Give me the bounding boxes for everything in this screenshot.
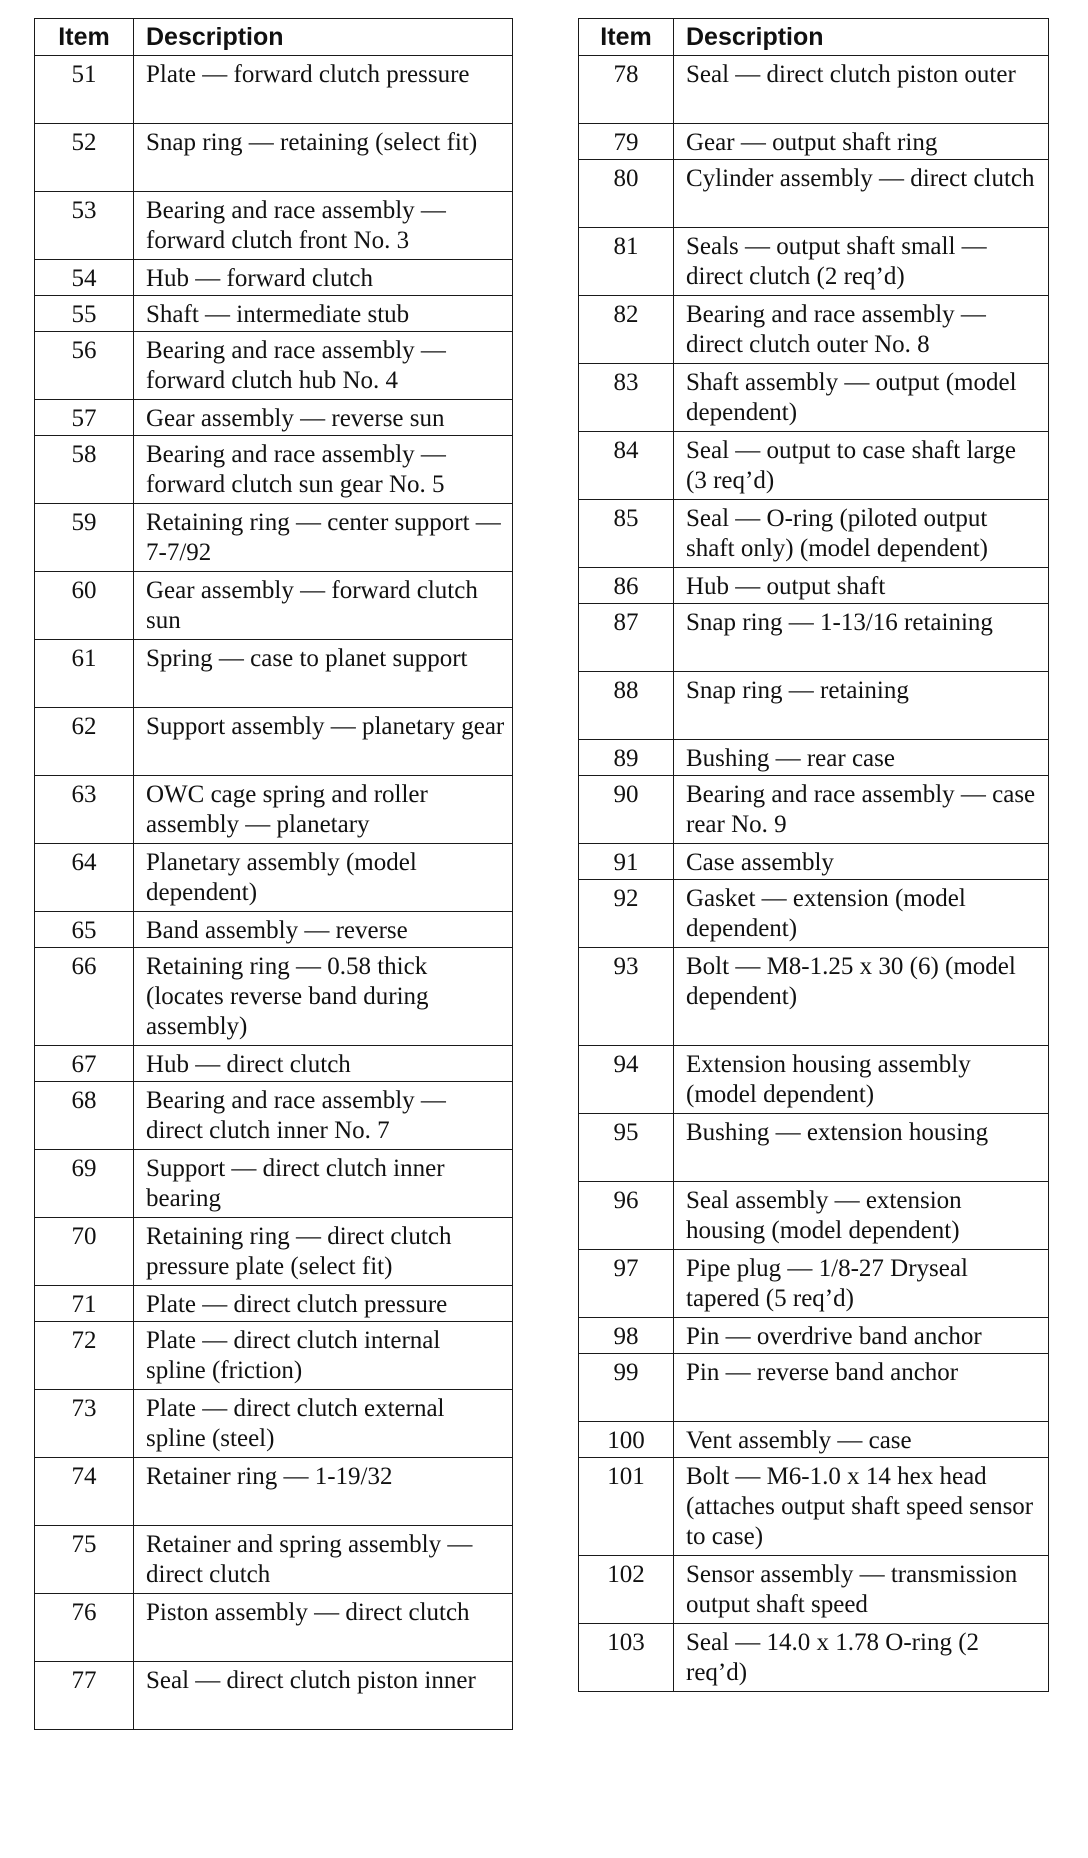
table-row [35,1526,513,1594]
table-row [579,296,1049,364]
table-row [579,1458,1049,1556]
item-number: 94 [579,1046,674,1114]
item-number: 67 [35,1046,134,1082]
item-description: Bearing and race assembly — direct clutch inner No. 7 [134,1082,513,1150]
item-number: 70 [35,1218,134,1286]
table-row [35,1082,513,1150]
item-number: 92 [579,880,674,948]
item-description: Gear assembly — reverse sun [134,400,513,436]
item-number: 96 [579,1182,674,1250]
item-number: 103 [579,1624,674,1692]
item-description: Bearing and race assembly — direct clutch outer No. 8 [674,296,1049,364]
item-number: 58 [35,436,134,504]
item-number: 78 [579,56,674,124]
table-row [579,1624,1049,1692]
item-description: Pin — overdrive band anchor [674,1318,1049,1354]
item-number: 69 [35,1150,134,1218]
column-header-description: Description [134,19,513,56]
item-description: Band assembly — reverse [134,912,513,948]
table-header-row [579,19,1049,56]
table-row [579,1114,1049,1182]
item-number: 101 [579,1458,674,1556]
item-description: Bushing — rear case [674,740,1049,776]
item-description: Seal — O-ring (piloted output shaft only) (model dependent) [674,500,1049,568]
table-row [35,1218,513,1286]
item-description: Bearing and race assembly — forward clutch hub No. 4 [134,332,513,400]
item-description: Shaft — intermediate stub [134,296,513,332]
table-row [35,1458,513,1526]
table-row [579,432,1049,500]
table-row [579,1046,1049,1114]
item-description: Pin — reverse band anchor [674,1354,1049,1422]
item-description: Pipe plug — 1/8-27 Dryseal tapered (5 req’d) [674,1250,1049,1318]
table-header-row [35,19,513,56]
table-row [579,124,1049,160]
item-description: Support — direct clutch inner bearing [134,1150,513,1218]
table-row [35,1046,513,1082]
item-number: 90 [579,776,674,844]
table-row [35,640,513,708]
item-number: 91 [579,844,674,880]
item-description: Sensor assembly — transmission output shaft speed [674,1556,1049,1624]
table-row [35,400,513,436]
item-number: 53 [35,192,134,260]
table-row [35,1390,513,1458]
item-description: Retainer ring — 1-19/32 [134,1458,513,1526]
item-description: OWC cage spring and roller assembly — planetary [134,776,513,844]
item-number: 82 [579,296,674,364]
item-description: Hub — output shaft [674,568,1049,604]
item-number: 63 [35,776,134,844]
table-row [35,1286,513,1322]
item-number: 80 [579,160,674,228]
item-number: 61 [35,640,134,708]
item-number: 60 [35,572,134,640]
table-row [35,708,513,776]
table-row [579,1354,1049,1422]
item-number: 86 [579,568,674,604]
item-description: Seal — direct clutch piston outer [674,56,1049,124]
table-row [579,228,1049,296]
item-number: 85 [579,500,674,568]
item-number: 95 [579,1114,674,1182]
item-description: Retaining ring — center support — 7-7/92 [134,504,513,572]
item-description: Seal — output to case shaft large (3 req’d) [674,432,1049,500]
table-row [579,1422,1049,1458]
table-row [579,568,1049,604]
item-description: Snap ring — retaining (select fit) [134,124,513,192]
item-number: 66 [35,948,134,1046]
item-number: 71 [35,1286,134,1322]
item-description: Seal — direct clutch piston inner [134,1662,513,1730]
item-description: Hub — direct clutch [134,1046,513,1082]
table-row [35,948,513,1046]
table-row [35,192,513,260]
item-number: 79 [579,124,674,160]
table-row [35,1150,513,1218]
item-description: Bearing and race assembly — forward clutch sun gear No. 5 [134,436,513,504]
table-row [579,1182,1049,1250]
item-number: 87 [579,604,674,672]
parts-table-right [578,18,1049,1692]
item-number: 62 [35,708,134,776]
item-description: Spring — case to planet support [134,640,513,708]
item-description: Retaining ring — 0.58 thick (locates reverse band during assembly) [134,948,513,1046]
table-row [35,912,513,948]
table-row [579,160,1049,228]
item-number: 51 [35,56,134,124]
item-number: 75 [35,1526,134,1594]
item-description: Case assembly [674,844,1049,880]
item-number: 54 [35,260,134,296]
item-description: Planetary assembly (model dependent) [134,844,513,912]
table-row [35,1322,513,1390]
item-number: 77 [35,1662,134,1730]
item-number: 73 [35,1390,134,1458]
table-row [35,436,513,504]
item-description: Bearing and race assembly — case rear No. 9 [674,776,1049,844]
table-row [579,1250,1049,1318]
item-description: Seal assembly — extension housing (model dependent) [674,1182,1049,1250]
item-description: Hub — forward clutch [134,260,513,296]
table-row [579,1318,1049,1354]
item-number: 98 [579,1318,674,1354]
item-description: Seal — 14.0 x 1.78 O-ring (2 req’d) [674,1624,1049,1692]
item-description: Support assembly — planetary gear [134,708,513,776]
item-description: Seals — output shaft small — direct clutch (2 req’d) [674,228,1049,296]
item-description: Gear — output shaft ring [674,124,1049,160]
item-description: Plate — direct clutch pressure [134,1286,513,1322]
table-row [35,1594,513,1662]
table-row [579,364,1049,432]
item-number: 100 [579,1422,674,1458]
item-description: Retainer and spring assembly — direct clutch [134,1526,513,1594]
item-number: 56 [35,332,134,400]
table-row [579,56,1049,124]
table-row [579,844,1049,880]
item-description: Piston assembly — direct clutch [134,1594,513,1662]
item-number: 93 [579,948,674,1046]
item-number: 81 [579,228,674,296]
parts-table-left [34,18,513,1730]
table-row [579,776,1049,844]
table-row [579,604,1049,672]
item-description: Cylinder assembly — direct clutch [674,160,1049,228]
table-row [579,500,1049,568]
item-description: Bolt — M8-1.25 x 30 (6) (model dependent) [674,948,1049,1046]
item-number: 89 [579,740,674,776]
table-row [579,740,1049,776]
item-number: 57 [35,400,134,436]
table-row [35,844,513,912]
item-description: Bolt — M6-1.0 x 14 hex head (attaches output shaft speed sensor to case) [674,1458,1049,1556]
item-number: 64 [35,844,134,912]
table-row [35,296,513,332]
column-header-item: Item [35,19,134,56]
item-number: 59 [35,504,134,572]
item-number: 72 [35,1322,134,1390]
item-description: Retaining ring — direct clutch pressure plate (select fit) [134,1218,513,1286]
table-row [579,672,1049,740]
item-description: Bearing and race assembly — forward clutch front No. 3 [134,192,513,260]
item-description: Gasket — extension (model dependent) [674,880,1049,948]
column-header-description: Description [674,19,1049,56]
item-description: Shaft assembly — output (model dependent) [674,364,1049,432]
item-description: Extension housing assembly (model dependent) [674,1046,1049,1114]
item-number: 55 [35,296,134,332]
item-number: 84 [579,432,674,500]
item-number: 97 [579,1250,674,1318]
item-description: Vent assembly — case [674,1422,1049,1458]
table-row [35,124,513,192]
item-number: 99 [579,1354,674,1422]
table-row [579,948,1049,1046]
table-row [579,1556,1049,1624]
item-description: Bushing — extension housing [674,1114,1049,1182]
item-number: 68 [35,1082,134,1150]
column-header-item: Item [579,19,674,56]
table-row [35,56,513,124]
table-row [35,1662,513,1730]
item-description: Plate — forward clutch pressure [134,56,513,124]
table-row [579,880,1049,948]
table-row [35,332,513,400]
item-description: Gear assembly — forward clutch sun [134,572,513,640]
item-number: 102 [579,1556,674,1624]
item-number: 74 [35,1458,134,1526]
item-number: 88 [579,672,674,740]
table-row [35,504,513,572]
item-description: Snap ring — 1-13/16 retaining [674,604,1049,672]
table-row [35,776,513,844]
table-row [35,260,513,296]
item-number: 76 [35,1594,134,1662]
item-number: 83 [579,364,674,432]
item-description: Plate — direct clutch internal spline (friction) [134,1322,513,1390]
item-number: 65 [35,912,134,948]
item-description: Snap ring — retaining [674,672,1049,740]
item-description: Plate — direct clutch external spline (steel) [134,1390,513,1458]
item-number: 52 [35,124,134,192]
table-row [35,572,513,640]
